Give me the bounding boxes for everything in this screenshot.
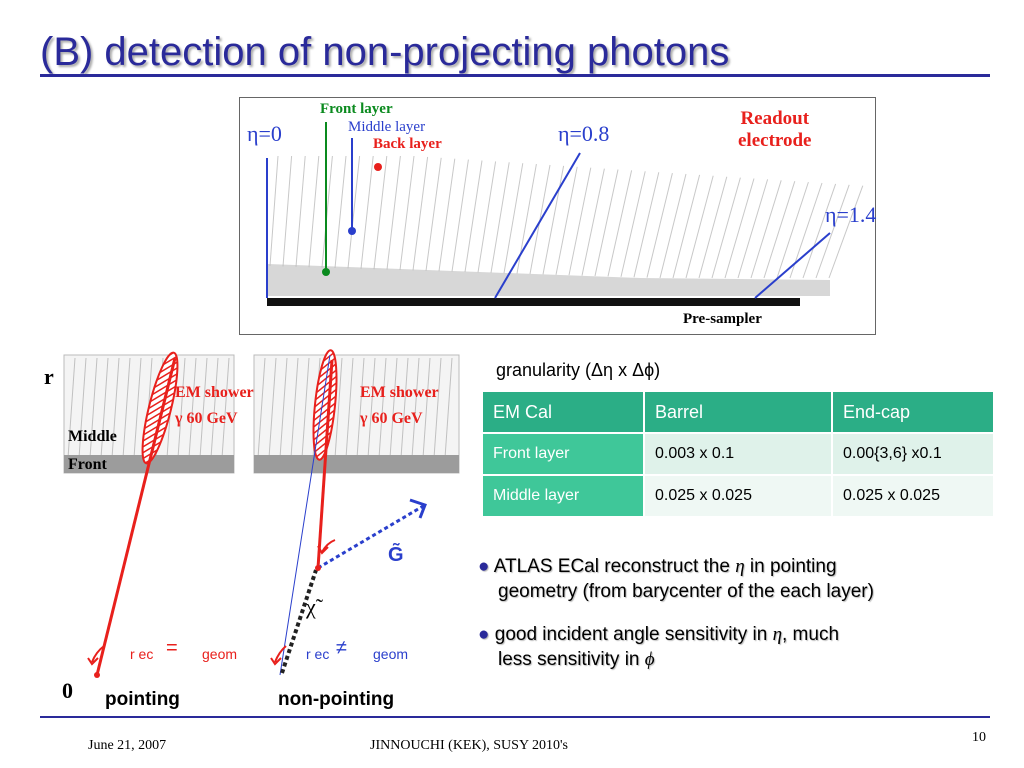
cell-endcap: 0.025 x 0.025 [832, 475, 994, 517]
title-underline [40, 74, 990, 77]
bullet-dot: ● [478, 556, 490, 577]
geom-left-label: geom [202, 646, 238, 662]
cell-endcap: 0.00{3,6} x0.1 [832, 433, 994, 475]
granularity-caption: granularity (Δη x Δϕ) [496, 360, 661, 380]
readout-line1: Readout [740, 108, 810, 129]
row-label: Front layer [482, 433, 644, 475]
header-endcap: End-cap [832, 391, 994, 433]
bullet-dot: ● [478, 624, 490, 645]
neutralino-label: χ̃ [306, 594, 316, 619]
row-label: Middle layer [482, 475, 644, 517]
rec-left-label: r ec [130, 646, 154, 662]
slide-title: (B) detection of non-projecting photons [40, 30, 730, 74]
bullet-2 [478, 622, 1018, 672]
pointing-label: pointing [105, 689, 180, 710]
bullet-1-text-post: in pointing [744, 556, 837, 577]
gravitino-label: G̃ [388, 544, 404, 566]
middle-label: Middle [68, 428, 117, 445]
footer-rule [40, 716, 990, 718]
middle-layer-dot [348, 227, 356, 235]
bullet-1-line2: geometry (from barycenter of the each layer) [498, 581, 874, 602]
non-pointing-label: non-pointing [278, 689, 395, 710]
eq-left-label: = [166, 637, 178, 659]
table-row [482, 475, 994, 517]
table-row [482, 433, 994, 475]
granularity-table [481, 390, 995, 518]
cell-barrel: 0.025 x 0.025 [644, 475, 832, 517]
back-layer-label: Back layer [373, 136, 442, 152]
eta-symbol: η [772, 624, 782, 645]
bullet-1 [478, 554, 1018, 604]
phi-symbol: ϕ [644, 649, 655, 670]
rec-right-label: r ec [306, 646, 330, 662]
readout-electrode-label [738, 108, 812, 152]
gravitino-path [318, 505, 425, 568]
right-cal-slice [254, 355, 459, 473]
presampler-bar [267, 298, 800, 306]
footer-author: JINNOUCHI (KEK), SUSY 2010's [370, 738, 569, 753]
bullet-1-text: ATLAS ECal reconstruct the [493, 556, 736, 577]
back-layer-dot [374, 163, 382, 171]
bullet-2-text-post: , much [782, 624, 840, 645]
em-shower-right-label: EM shower [360, 384, 439, 401]
cell-barrel: 0.003 x 0.1 [644, 433, 832, 475]
origin-label: 0 [62, 678, 73, 703]
presampler-label: Pre-sampler [683, 311, 762, 327]
front-layer-region [268, 264, 830, 296]
bullet-2-text: good incident angle sensitivity in [494, 624, 773, 645]
gamma-left-label: γ 60 GeV [175, 410, 238, 427]
eta14-label: η=1.4 [825, 202, 877, 227]
front-layer-dot [322, 268, 330, 276]
page-number: 10 [972, 730, 986, 745]
em-shower-left-label: EM shower [175, 384, 254, 401]
middle-layer-label: Middle layer [348, 119, 426, 135]
neq-right-label: ≠ [336, 637, 347, 659]
eta08-label: η=0.8 [558, 121, 610, 146]
header-emcal: EM Cal [482, 391, 644, 433]
footer-date: June 21, 2007 [88, 738, 167, 753]
front-band-right [254, 455, 459, 473]
front-label: Front [68, 456, 107, 473]
eta0-label: η=0 [247, 121, 282, 146]
gamma-right-label: γ 60 GeV [360, 410, 423, 427]
bullet-2-line2: less sensitivity in [498, 649, 645, 670]
table-header-row [482, 391, 994, 433]
geom-right-label: geom [373, 646, 409, 662]
eta-symbol: η [735, 556, 745, 577]
header-barrel: Barrel [644, 391, 832, 433]
front-layer-label: Front layer [320, 101, 393, 117]
r-axis-label: r [44, 364, 54, 389]
readout-line2: electrode [738, 130, 812, 151]
